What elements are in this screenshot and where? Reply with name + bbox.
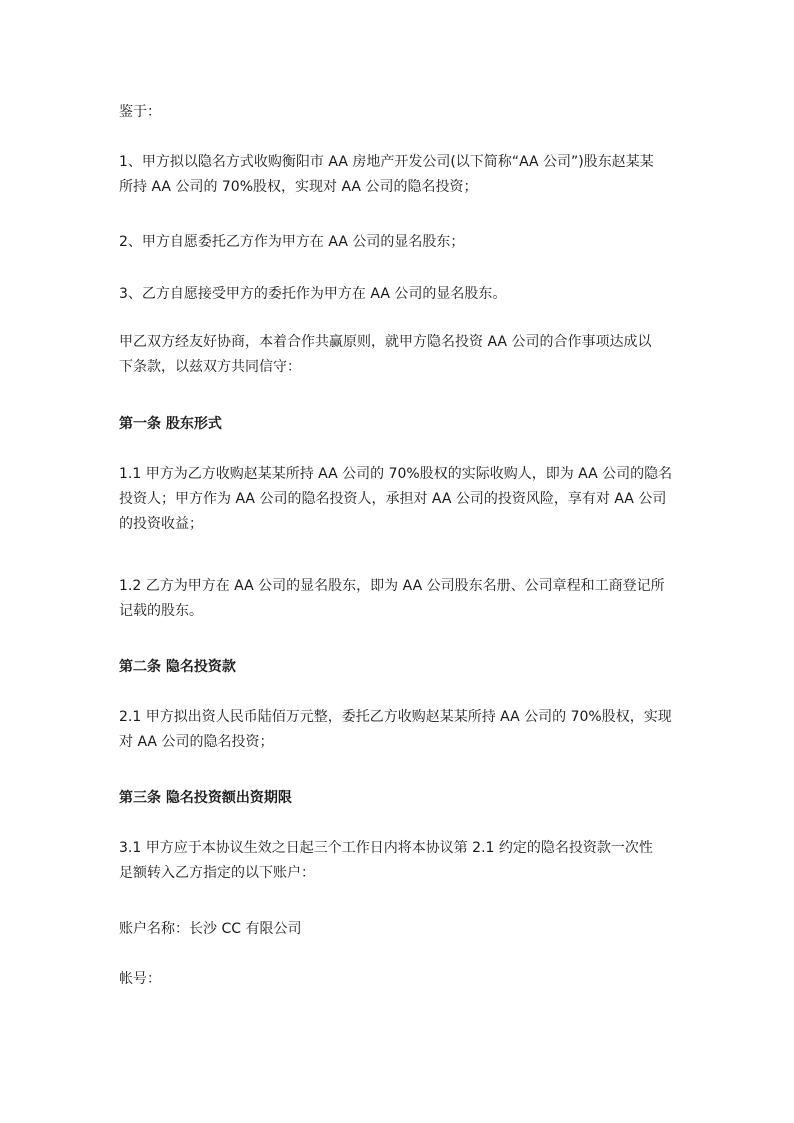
clause-1-2: 1.2 乙方为甲方在 AA 公司的显名股东，即为 AA 公司股东名册、公司章程和工商登记所 记载的股东。 bbox=[119, 578, 665, 619]
article-3-heading: 第三条 隐名投资额出资期限 bbox=[119, 790, 292, 806]
intro-text: 鉴于： bbox=[119, 104, 161, 120]
preamble: 甲乙双方经友好协商，本着合作共赢原则，就甲方隐名投资 AA 公司的合作事项达成以 下条款，以兹双方共同信守： bbox=[119, 334, 652, 375]
article-1-heading: 第一条 股东形式 bbox=[119, 416, 222, 432]
article-2-heading: 第二条 隐名投资款 bbox=[119, 659, 236, 675]
clause-2-1: 2.1 甲方拟出资人民币陆佰万元整，委托乙方收购赵某某所持 AA 公司的 70%股权，实现 对 AA 公司的隐名投资； bbox=[119, 709, 672, 750]
account-name: 账户名称：长沙 CC 有限公司 bbox=[119, 921, 302, 937]
account-number: 帐号： bbox=[119, 971, 161, 987]
recital-3: 3、乙方自愿接受甲方的委托作为甲方在 AA 公司的显名股东。 bbox=[119, 286, 507, 302]
recital-2: 2、甲方自愿委托乙方作为甲方在 AA 公司的显名股东； bbox=[119, 234, 465, 250]
clause-1-1: 1.1 甲方为乙方收购赵某某所持 AA 公司的 70%股权的实际收购人，即为 AA 公司的隐名 投资人；甲方作为 AA 公司的隐名投资人，承担对 AA 公司的投资风险，享有对 AA 公司 的投资收益； bbox=[119, 466, 673, 532]
clause-3-1: 3.1 甲方应于本协议生效之日起三个工作日内将本协议第 2.1 约定的隐名投资款一次性 足额转入乙方指定的以下账户： bbox=[119, 840, 653, 881]
recital-1: 1、甲方拟以隐名方式收购衡阳市 AA 房地产开发公司(以下简称“AA 公司”)股东赵某某 所持 AA 公司的 70%股权，实现对 AA 公司的隐名投资； bbox=[119, 154, 654, 195]
